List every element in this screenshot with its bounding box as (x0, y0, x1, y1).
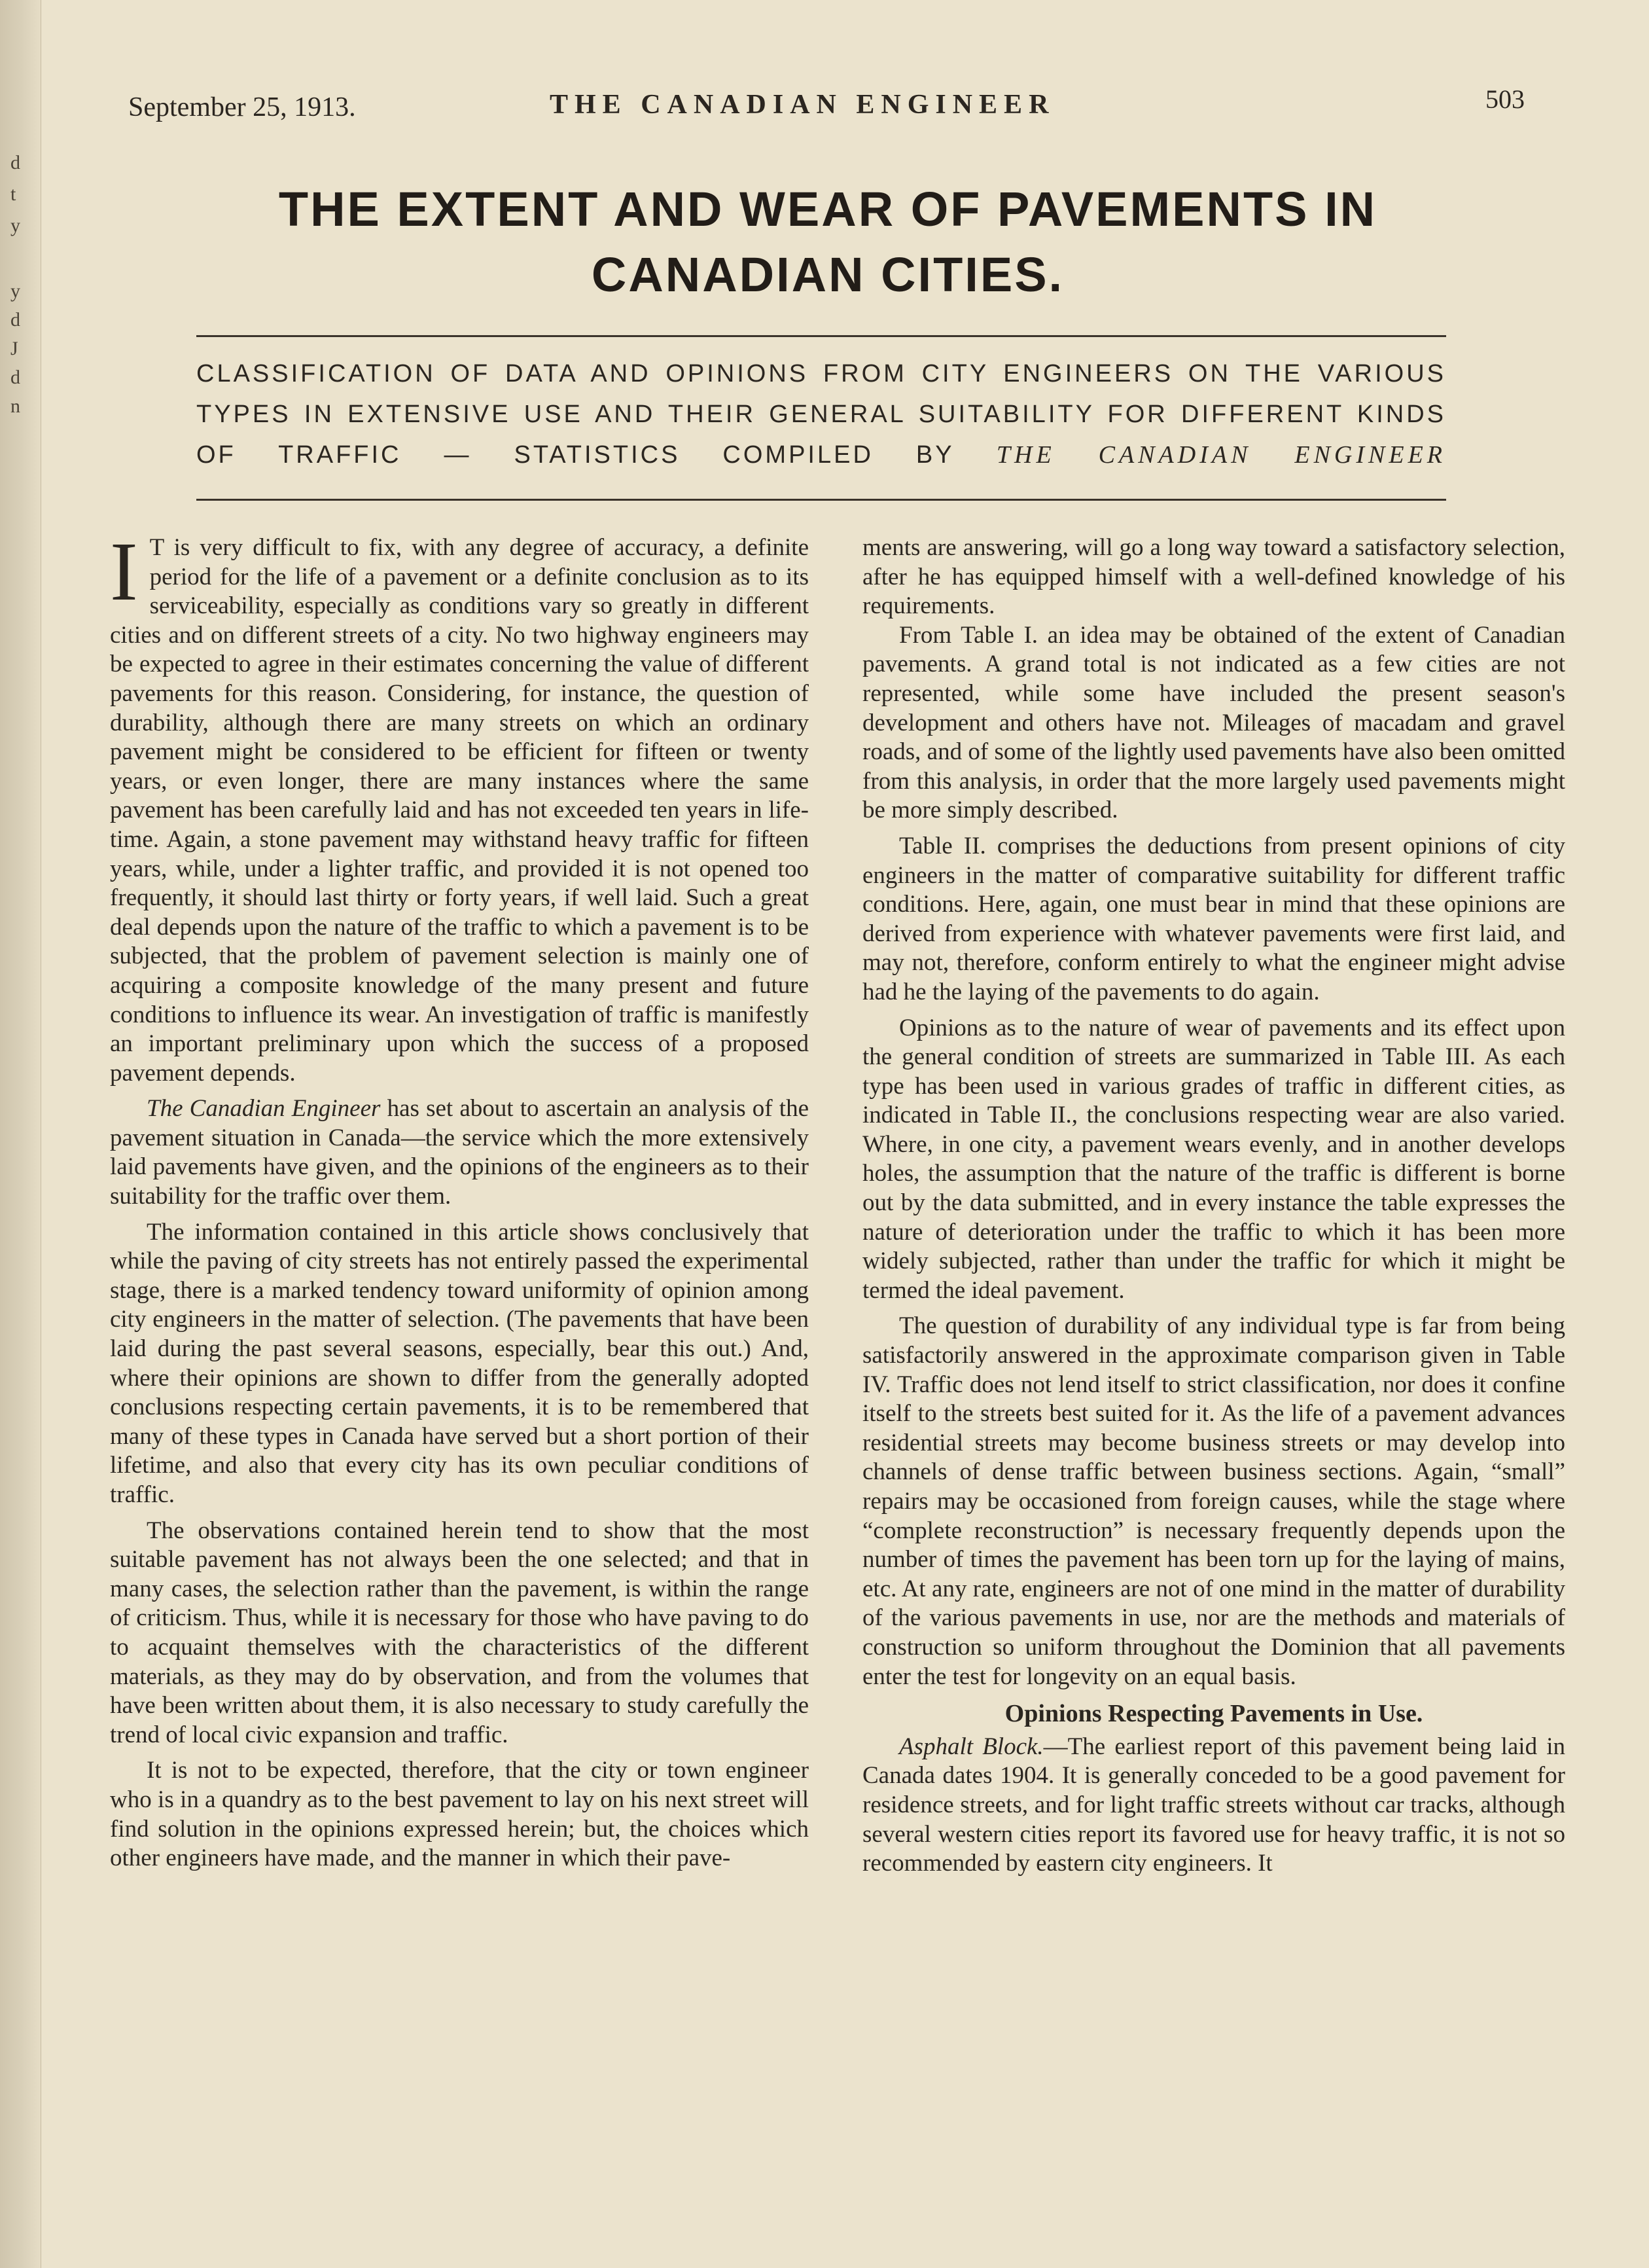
paragraph-text: has set about to ascertain an analysis of the pavement situation in Canada—the service which the more extensively laid pavements have given, and the opinions of the engineers as to their suitability for the traffic over them. (110, 1095, 809, 1210)
margin-letter: t (10, 183, 16, 205)
page-number: 503 (1485, 84, 1525, 114)
paragraph-text: T is very difficult to fix, with any degree of accuracy, a definite period for the life of a pavement or a definite conclusion as to its serviceability, especially as conditions vary so greatly in different cities and on different streets of a city. No two highway engineers may be expected to agree in their estimates concerning the value of different pavements for this reason. Considering, for instance, the question of durability, although there are many streets on which an ordinary pavement might be considered to be efficient for fifteen or twenty years, or even longer, there are many instances where the same pavement has been carefully laid and has not exceeded ten years in life-time. Again, a stone pavement may withstand heavy traffic for fifteen years, while, under a lighter traffic, and provided it is not opened too frequently, it should last thirty or forty years, if well laid. Such a great deal depends upon the nature of the traffic to which a pavement is to be subjected, that the problem of pavement selection is mainly one of acquiring a composite knowledge of the many present and future conditions to influence its wear. An investigation of traffic is manifestly an important preliminary upon which the success of a proposed pavement depends. (110, 534, 809, 1087)
paragraph: It is not to be expected, therefore, that the city or town engineer who is in a quandry as to the best pavement to lay on his next street will find solution in the opinions expressed herein; but, the choices which other engineers have made, and the manner in which their pave- (110, 1757, 809, 1872)
article-subtitle (196, 353, 1446, 475)
title-line-2: CANADIAN CITIES. (591, 247, 1065, 302)
title-line-1: THE EXTENT AND WEAR OF PAVEMENTS IN (278, 182, 1377, 236)
subtitle-text: CLASSIFICATION OF DATA AND OPINIONS FROM CITY ENGINEERS ON THE VARIOUS TYPES IN EXTENSIVE USE AND THEIR GENERAL SUITABILITY FOR DIFFERENT KINDS OF TRAFFIC — STATISTICS COMPILED BY (196, 360, 1446, 469)
running-header (124, 84, 1531, 130)
section-heading: Opinions Respecting Pavements in Use. (1004, 1700, 1423, 1728)
margin-letter: y (10, 280, 20, 302)
margin-letter: d (10, 309, 20, 331)
paragraph: The information contained in this article shows conclusively that while the paving of city streets has not entirely passed the experimental stage, there is a marked tendency toward uniformity of opinion among city engineers in the matter of selection. (The pavements that have been laid during the past several seasons, especially, bear this out.) And, where their opinions are shown to differ from the generally adopted conclusions respecting certain pavements, it is to be remembered that many of these types in Canada have served but a short portion of their lifetime, and also that every city has its own peculiar conditions of traffic. (110, 1218, 809, 1508)
paragraph: Opinions as to the nature of wear of pavements and its effect upon the general condition of streets are summarized in Table III. As each type has been used in various grades of traffic in different cities, as indicated in Table II., the conclusions respecting wear are also varied. Where, in one city, a pavement wears evenly, and in another develops holes, the assumption that the nature of the traffic is different is borne out by the data submitted, and in every instance the table expresses the nature of deterioration under the traffic to which it has been more widely subjected, rather than under the traffic for which it might be termed the ideal pavement. (862, 1014, 1565, 1304)
subtitle-journal: THE CANADIAN ENGINEER (996, 441, 1446, 469)
left-column (110, 525, 809, 1873)
header-date: September 25, 1913. (128, 92, 356, 122)
journal-name: THE CANADIAN ENGINEER (550, 90, 1055, 120)
paragraph: The question of durability of any individual type is far from being satisfactorily answered in the approximate comparison given in Table IV. Traffic does not lend itself to strict classification, nor does it confine itself to the streets best suited for it. As the life of a pavement advances residential streets may become business streets or may develop into channels of dense traffic between business sections. Again, “small” repairs may be occasioned from foreign causes, while the stage where “complete reconstruction” is necessary frequently depends upon the number of times the pavement has been torn up for the laying of mains, etc. At any rate, engineers are not of one mind in the matter of durability of the various pavements in use, nor are the methods and materials of construction so uniform throughout the Dominion that all pavements enter the test for longevity on an equal basis. (862, 1312, 1565, 1690)
pavement-type: Asphalt Block. (899, 1733, 1044, 1760)
paragraph (110, 525, 809, 1088)
paragraph (110, 1094, 809, 1211)
paragraph: ments are answering, will go a long way toward a satisfactory selection, after he has equipped himself with a well-defined knowledge of his requirements. (862, 534, 1565, 620)
divider-bottom (196, 499, 1446, 501)
paragraph: Table II. comprises the deductions from present opinions of city engineers in the matter of comparative suitability for different traffic conditions. Here, again, one must bear in mind that these opinions are derived from experience with whatever pavements were first laid, and may not, therefore, conform entirely to what the engineer might advise had he the laying of the pavements to do again. (862, 832, 1565, 1005)
article-title (124, 177, 1531, 308)
paragraph: From Table I. an idea may be obtained of the extent of Canadian pavements. A grand total is not indicated as a few cities are not represented, while some have included the present season's development and others have not. Mileages of macadam and gravel roads, and of some of the lightly used pavements have also been omitted from this analysis, in order that the more largely used pavements might be more simply described. (862, 621, 1565, 824)
margin-letter: d (10, 367, 20, 388)
paragraph (862, 1733, 1565, 1879)
right-column (862, 533, 1565, 1879)
binding-gutter (0, 0, 41, 2268)
divider-top (196, 335, 1446, 337)
margin-letter: J (10, 338, 18, 359)
margin-letter: y (10, 215, 20, 236)
paragraph-text: —The earliest report of this pavement being laid in Canada dates 1904. It is generally conceded to be a good pavement for residence streets, and for light traffic streets without car tracks, although several western cities report its favored use for heavy traffic, it is not so recommended by eastern city engineers. It (862, 1733, 1565, 1877)
margin-letter: n (10, 395, 20, 417)
margin-letter: d (10, 152, 20, 173)
journal-reference: The Canadian Engineer (147, 1095, 381, 1123)
paragraph: The observations contained herein tend to show that the most suitable pavement has not always been the one selected; and that in many cases, the selection rather than the pavement, is within the range of criticism. Thus, while it is necessary for those who have paving to do to acquaint themselves with the characteristics of the different materials, as they may do by observation, and from the volumes that have been written about them, it is also necessary to study carefully the trend of local civic expansion and traffic. (110, 1517, 809, 1748)
drop-cap: I (110, 525, 138, 618)
